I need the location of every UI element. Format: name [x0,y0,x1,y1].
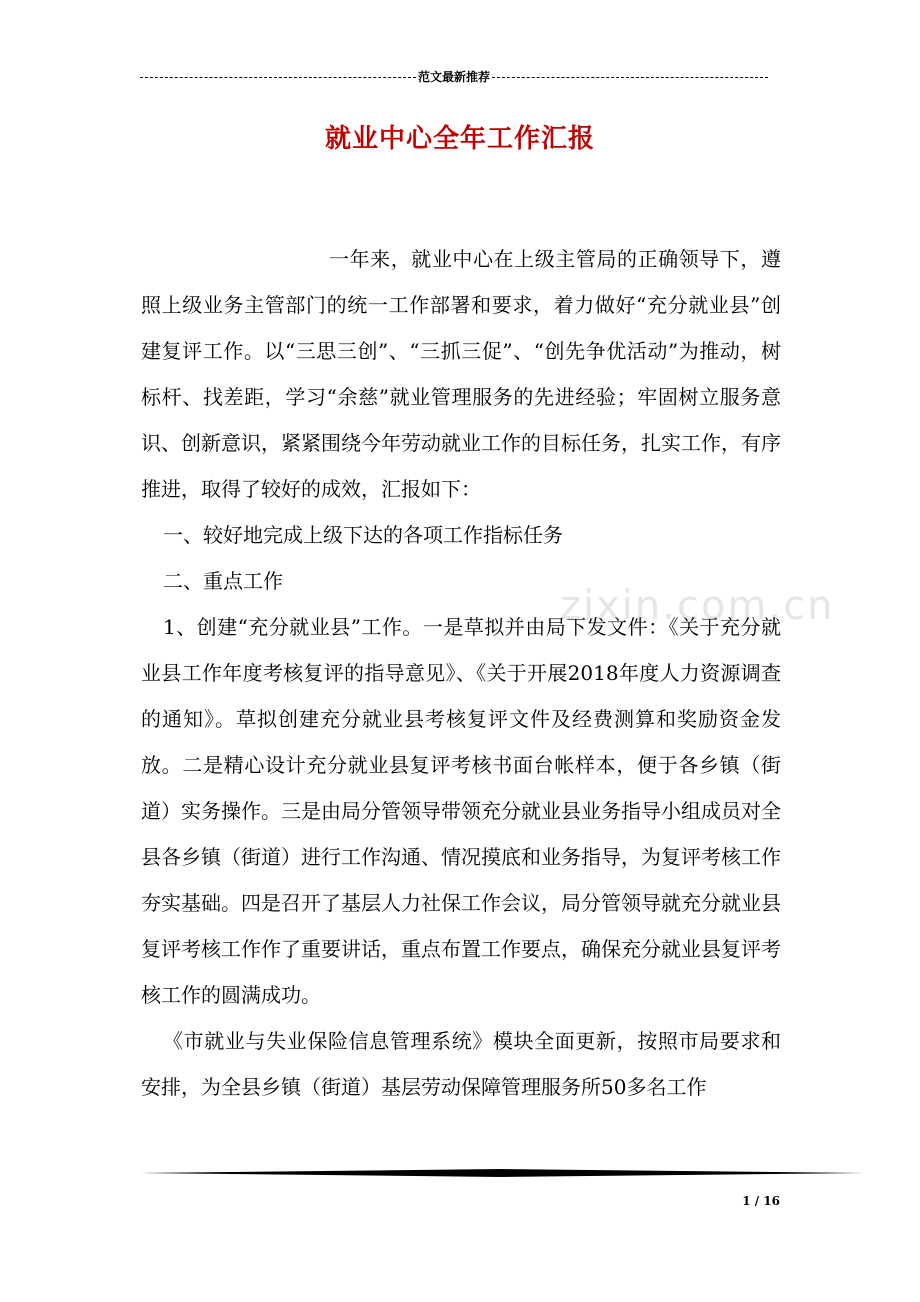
page-header [140,66,768,86]
header-dashes-left [140,77,416,78]
watermark: zixin.com.cn [560,583,835,629]
page-number: 1 / 16 [742,1194,780,1208]
paragraph-system: 《市就业与失业保险信息管理系统》模块全面更新，按照市局要求和安排，为全县乡镇（街道）基层劳动保障管理服务所50多名工作 [141,1029,781,1099]
paragraph-intro: 一年来，就业中心在上级主管局的正确领导下，遵照上级业务主管部门的统一工作部署和要求，着力做好“充分就业县”创建复评工作。以“三思三创”、“三抓三促”、“创先争优活动”为推动，树标杆、找差距，学习“余慈”就业管理服务的先进经验；牢固树立服务意识、创新意识，紧紧围绕今年劳动就业工作的目标任务，扎实工作，有序推进，取得了较好的成效，汇报如下： [141,247,781,501]
header-label: 范文最新推荐 [418,69,491,84]
paragraph-item-1: 1、创建“充分就业县”工作。一是草拟并由局下发文件：《关于充分就业县工作年度考核复评的指导意见》、《关于开展2018年度人力资源调查的通知》。草拟创建充分就业县考核复评文件及经费测算和奖励资金发放。二是精心设计充分就业县复评考核书面台帐样本，便于各乡镇（街道）实务操作。三是由局分管领导带领充分就业县业务指导小组成员对全县各乡镇（街道）进行工作沟通、情况摸底和业务指导，为复评考核工作夯实基础。四是召开了基层人力社保工作会议，局分管领导就充分就业县复评考核工作作了重要讲话，重点布置工作要点，确保充分就业县复评考核工作的圆满成功。 [141,615,781,1007]
document-body [141,236,781,1110]
document-title: 就业中心全年工作汇报 [324,124,595,154]
header-dashes-right [492,77,768,78]
section-heading-2: 二、重点工作 [163,569,283,593]
section-heading-1: 一、较好地完成上级下达的各项工作指标任务 [163,523,563,547]
footer-rule [140,1168,864,1178]
